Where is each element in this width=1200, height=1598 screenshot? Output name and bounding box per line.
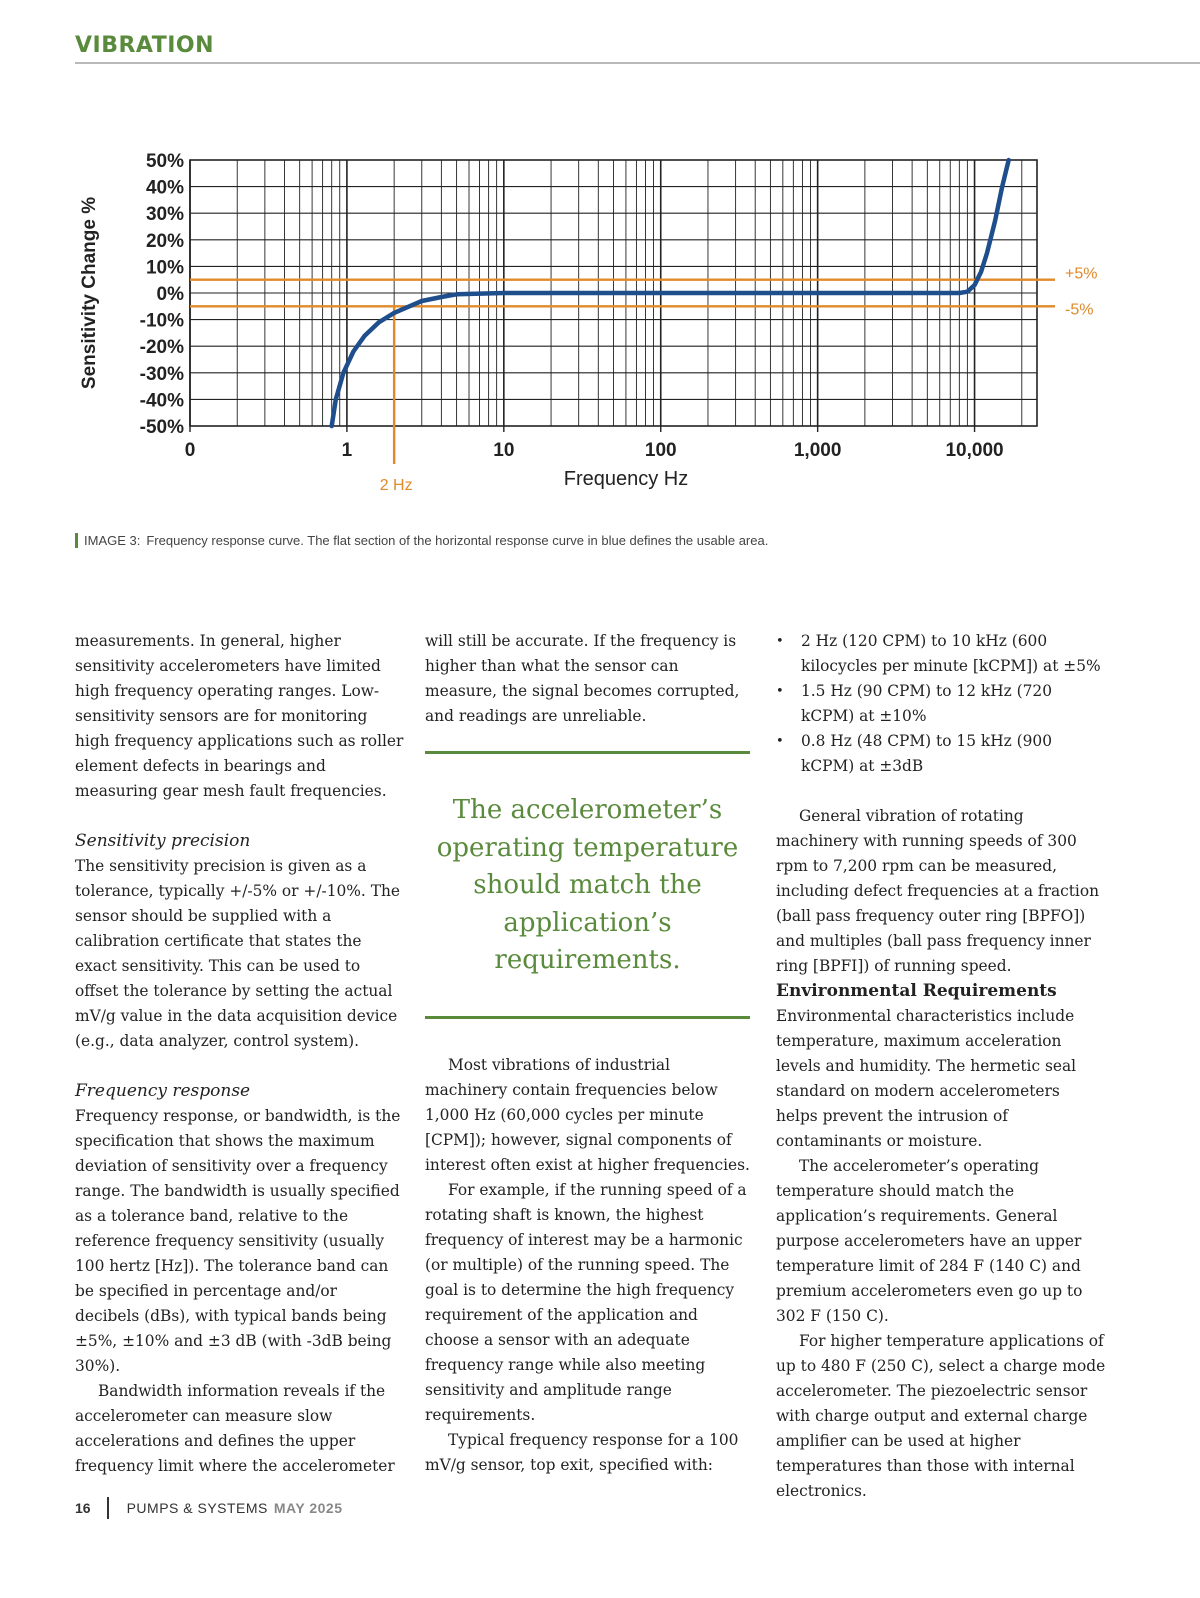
subheading-sensitivity-precision: Sensitivity precision (75, 831, 251, 851)
y-tick-label: 10% (145, 257, 184, 279)
marker-label: 2 Hz (379, 477, 413, 494)
publication-name: PUMPS & SYSTEMS (126, 1500, 268, 1516)
caption-accent-bar (75, 533, 78, 548)
y-tick-label: 20% (145, 230, 184, 252)
y-tick-label: 40% (145, 177, 184, 199)
heading-environmental-requirements: Environmental Requirements (776, 981, 1057, 1001)
y-tick-label: 0% (156, 284, 184, 305)
figure-caption (75, 533, 768, 548)
y-tick-label: 30% (145, 204, 184, 226)
x-tick-label: 100 (644, 440, 677, 461)
paragraph: Bandwidth information reveals if the accelerometer can measure slow accelerations and defines the upper frequency limit where the accelerometer (75, 1382, 395, 1475)
x-tick-label: 0 (184, 440, 196, 461)
paragraph: For higher temperature applications of up to 480 F (250 C), select a charge mode accelerometer. The piezoelectric sensor with charge output and external charge amplifier can be used at higher temperatures than those with internal electronics. (776, 1332, 1106, 1500)
x-tick-label: 10,000 (945, 440, 1004, 461)
paragraph: Environmental characteristics include temperature, maximum acceleration levels and humidity. The hermetic seal standard on modern accelerometers helps prevent the intrusion of contaminants or moisture. (776, 1007, 1077, 1150)
x-tick-label: 1,000 (793, 440, 842, 461)
pull-quote: The accelerometer’s operating temperature should match the application’s requirements. (436, 795, 739, 975)
footer-divider (107, 1497, 109, 1519)
y-tick-label: -30% (139, 363, 184, 385)
list-item: • 1.5 Hz (90 CPM) to 12 kHz (720 kCPM) at ±10% (776, 679, 1106, 729)
y-axis-ticks (140, 151, 184, 438)
y-axis-label: Sensitivity Change % (79, 196, 100, 390)
paragraph: General vibration of rotating machinery with running speeds of 300 rpm to 7,200 rpm can be measured, including defect frequencies at a fraction (ball pass frequency outer ring [BPFO]) and multiples (ball pass frequency inner ring [BPFI]) of running speed. (776, 807, 1100, 975)
paragraph: For example, if the running speed of a rotating shaft is known, the highest frequency of interest may be a harmonic (or multiple) of the running speed. The goal is to determine the high frequency requirement of the application and choose a sensor with an adequate frequency range while also meeting sensitivity and amplitude range requirements. (425, 1180, 747, 1424)
paragraph: Frequency response, or bandwidth, is the specification that shows the maximum deviation of sensitivity over a frequency range. The bandwidth is usually specified as a tolerance band, relative to the reference frequency sensitivity (usually 100 hertz [Hz]). The tolerance band can be specified in percentage and/or decibels (dBs), with typical bands being ±5%, ±10% and ±3 dB (with -3dB being 30%). (75, 1107, 401, 1375)
paragraph: Typical frequency response for a 100 mV/g sensor, top exit, specified with: (425, 1430, 739, 1474)
y-tick-label: -40% (139, 390, 184, 412)
caption-lead: IMAGE 3: (84, 533, 141, 548)
list-item: • 2 Hz (120 CPM) to 10 kHz (600 kilocycles per minute [kCPM]) at ±5% (776, 629, 1106, 679)
column-2 (425, 629, 750, 1478)
column-1 (75, 629, 405, 1479)
x-tick-label: 1 (341, 440, 353, 461)
y-tick-label: -20% (139, 337, 184, 359)
page-footer (75, 1497, 343, 1519)
paragraph: Most vibrations of industrial machinery contain frequencies below 1,000 Hz (60,000 cycles per minute [CPM]); however, signal components of interest often exist at higher frequencies. (425, 1055, 750, 1174)
paragraph: The sensitivity precision is given as a tolerance, typically +/-5% or +/-10%. The sensor should be supplied with a calibration certificate that states the exact sensitivity. This can be used to offset the tolerance by setting the actual mV/g value in the data acquisition device (e.g., data analyzer, control system). (75, 857, 400, 1050)
frequency-response-chart (60, 130, 1120, 510)
issue-date: MAY 2025 (273, 1500, 343, 1516)
list-item: • 0.8 Hz (48 CPM) to 15 kHz (900 kCPM) at ±3dB (776, 729, 1106, 779)
x-tick-label: 10 (493, 440, 515, 461)
subheading-frequency-response: Frequency response (75, 1081, 251, 1101)
x-axis-ticks (185, 426, 1004, 461)
reference-label: +5% (1065, 265, 1098, 283)
paragraph: The accelerometer’s operating temperature should match the application’s requirements. General purpose accelerometers have an upper temperature limit of 284 F (140 C) and premium accelerometers even go up to 302 F (150 C). (776, 1157, 1083, 1325)
column-3 (776, 629, 1106, 1504)
section-divider (75, 62, 1200, 64)
reference-label: -5% (1065, 301, 1094, 319)
paragraph: will still be accurate. If the frequency is higher than what the sensor can measure, the signal becomes corrupted, and readings are unreliable. (425, 632, 740, 725)
y-tick-label: -50% (139, 417, 184, 438)
caption-text: Frequency response curve. The flat section of the horizontal response curve in blue defines the usable area. (146, 533, 769, 548)
paragraph: measurements. In general, higher sensitivity accelerometers have limited high frequency operating ranges. Low-sensitivity sensors are for monitoring high frequency applications such as roller element defects in bearings and measuring gear mesh fault frequencies. (75, 632, 404, 800)
y-tick-label: -10% (139, 310, 184, 332)
page-number: 16 (75, 1500, 91, 1516)
spec-bullet-list (776, 629, 1106, 779)
x-axis-label: Frequency Hz (563, 468, 689, 490)
section-label: VIBRATION (75, 33, 215, 58)
y-tick-label: 50% (145, 151, 184, 172)
